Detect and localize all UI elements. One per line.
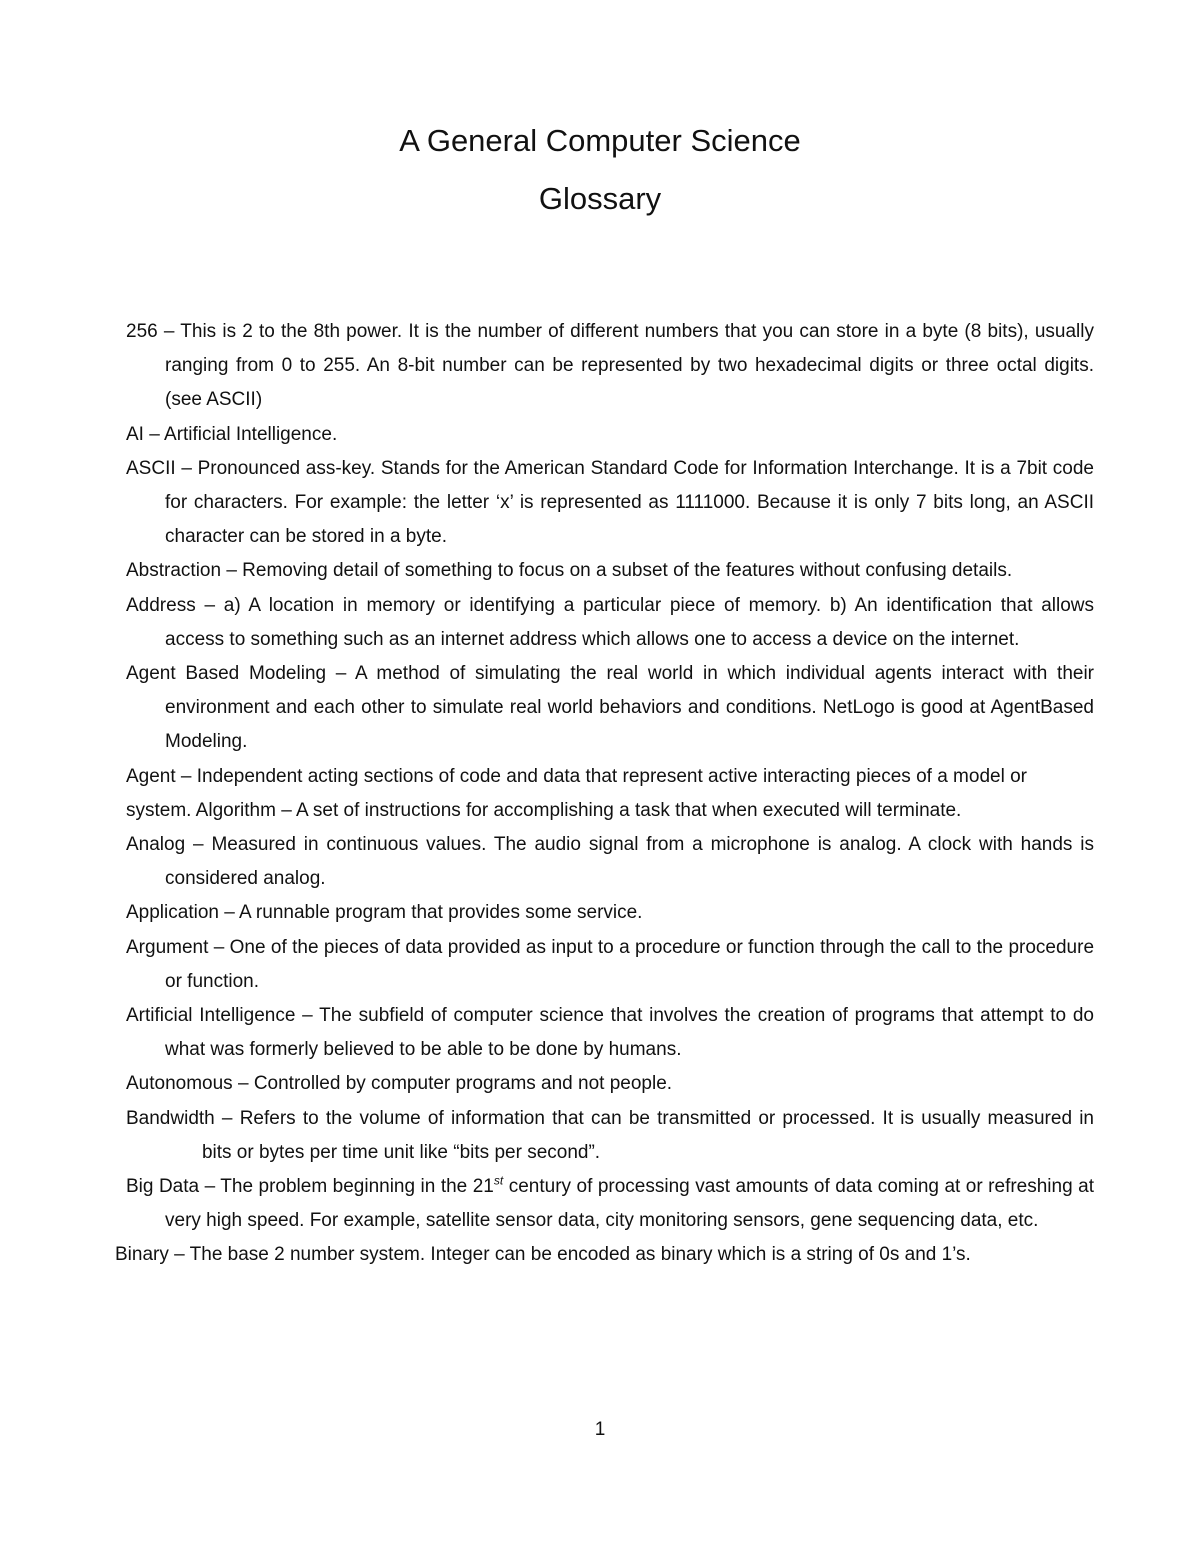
entry-separator: – <box>168 1244 190 1266</box>
entry-separator: – <box>195 594 224 616</box>
entry-separator: – <box>326 663 356 685</box>
entry-separator: – <box>143 423 165 445</box>
entry-definition: Measured in continuous values. The audio signal from a microphone is analog. A clock with hands is considered analog. <box>165 834 1095 890</box>
entry-definition: Pronounced ass-key. Stands for the American Standard Code for Information Interchange. It is a 7bit code for characters. For example: the letter ‘x’ is represented as 1111000. Because it is only 7 bits long, an ASCII character can be stored in a byte. <box>165 457 1094 548</box>
entry-definition-start: The problem beginning in the 21 <box>220 1176 494 1198</box>
title-line-1: A General Computer Science <box>399 123 801 158</box>
entry-definition: The subfield of computer science that involves the creation of programs that attempt to do what was formerly believed to be able to be done by humans. <box>165 1005 1094 1061</box>
glossary-entry-agent-based-modeling <box>126 657 1094 760</box>
entry-definition: Artificial Intelligence. <box>164 423 338 445</box>
entry-definition: Removing detail of something to focus on a subset of the features without confusing details. <box>242 560 1013 582</box>
entry-separator: – <box>214 1107 240 1129</box>
entry-separator: – <box>295 1005 320 1027</box>
entry-term: Agent Based Modeling <box>126 663 327 685</box>
glossary-entry-autonomous <box>126 1067 1094 1101</box>
entry-definition: Refers to the volume of information that can be transmitted or processed. It is usually measured in bits or bytes per time unit like “bits per second”. <box>165 1107 1094 1163</box>
entry-term: Big Data <box>126 1176 200 1198</box>
entry-term: AI <box>126 423 144 445</box>
glossary-entry-ai <box>126 418 1094 452</box>
glossary-list <box>115 315 1095 1273</box>
entry-definition: The base 2 number system. Integer can be encoded as binary which is a string of 0s and 1’s. <box>189 1244 971 1266</box>
entry-separator: – <box>175 765 197 787</box>
entry-superscript: st <box>493 1173 504 1188</box>
entry-separator: – <box>175 457 198 479</box>
entry-definition: A method of simulating the real world in which individual agents interact with their environment and each other to simulate real world behaviors and conditions. NetLogo is good at AgentBased Modeling. <box>165 663 1094 753</box>
entry-definition: This is 2 to the 8th power. It is the number of different numbers that you can store in a byte (8 bits), usually ranging from 0 to 255. An 8-bit number can be represented by two hexadecimal digits or three octal digits. (see ASCII) <box>165 321 1094 411</box>
glossary-entry-big-data <box>126 1170 1094 1238</box>
glossary-entry-address <box>126 589 1094 657</box>
glossary-entry-analog <box>126 828 1094 896</box>
glossary-entry-ascii <box>126 452 1094 555</box>
document-title <box>0 112 1200 228</box>
entry-term: ASCII <box>126 457 176 479</box>
entry-term: Autonomous <box>126 1073 233 1095</box>
entry-separator: – <box>208 936 230 958</box>
entry-definition: One of the pieces of data provided as input to a procedure or function through the call to the procedure or function. <box>165 936 1095 992</box>
glossary-entry-abstraction <box>126 554 1094 588</box>
glossary-entry-agent <box>126 760 1094 828</box>
entry-term: Analog <box>126 834 186 856</box>
entry-separator: – <box>218 902 240 924</box>
title-line-2: Glossary <box>538 181 662 216</box>
entry-definition: Independent acting sections of code and data that represent active interacting pieces of a model or system. Algorithm – A set of instructions for accomplishing a task that when executed will terminate. <box>126 765 1027 821</box>
entry-separator: – <box>199 1176 221 1198</box>
entry-term: Bandwidth <box>126 1107 215 1129</box>
glossary-entry-bandwidth <box>126 1102 1094 1170</box>
glossary-entry-artificial-intelligence <box>126 999 1094 1067</box>
entry-definition: A runnable program that provides some service. <box>239 902 643 924</box>
entry-term: Abstraction <box>126 560 222 582</box>
entry-definition-end: century of processing vast amounts of data coming at or refreshing at very high speed. For example, satellite sensor data, city monitoring sensors, gene sequencing data, etc. <box>165 1176 1094 1232</box>
entry-separator: – <box>221 560 243 582</box>
entry-term: Argument <box>126 936 209 958</box>
entry-term: Agent <box>126 765 176 787</box>
page-number: 1 <box>594 1419 606 1440</box>
entry-term: Application <box>126 902 219 924</box>
glossary-entry-argument <box>126 931 1094 999</box>
entry-separator: – <box>232 1073 254 1095</box>
entry-term: 256 <box>126 321 158 342</box>
entry-term: Binary <box>115 1244 169 1266</box>
entry-definition: Controlled by computer programs and not people. <box>253 1073 673 1095</box>
glossary-entry-application <box>126 896 1094 930</box>
glossary-entry-256 <box>126 315 1094 418</box>
entry-term: Address <box>126 594 196 616</box>
entry-term: Artificial Intelligence <box>126 1005 296 1027</box>
glossary-entry-binary <box>115 1238 1096 1272</box>
entry-separator: – <box>157 321 181 342</box>
entry-definition: a) A location in memory or identifying a particular piece of memory. b) An identification that allows access to something such as an internet address which allows one to access a device on the internet. <box>165 594 1095 650</box>
entry-separator: – <box>185 834 212 856</box>
